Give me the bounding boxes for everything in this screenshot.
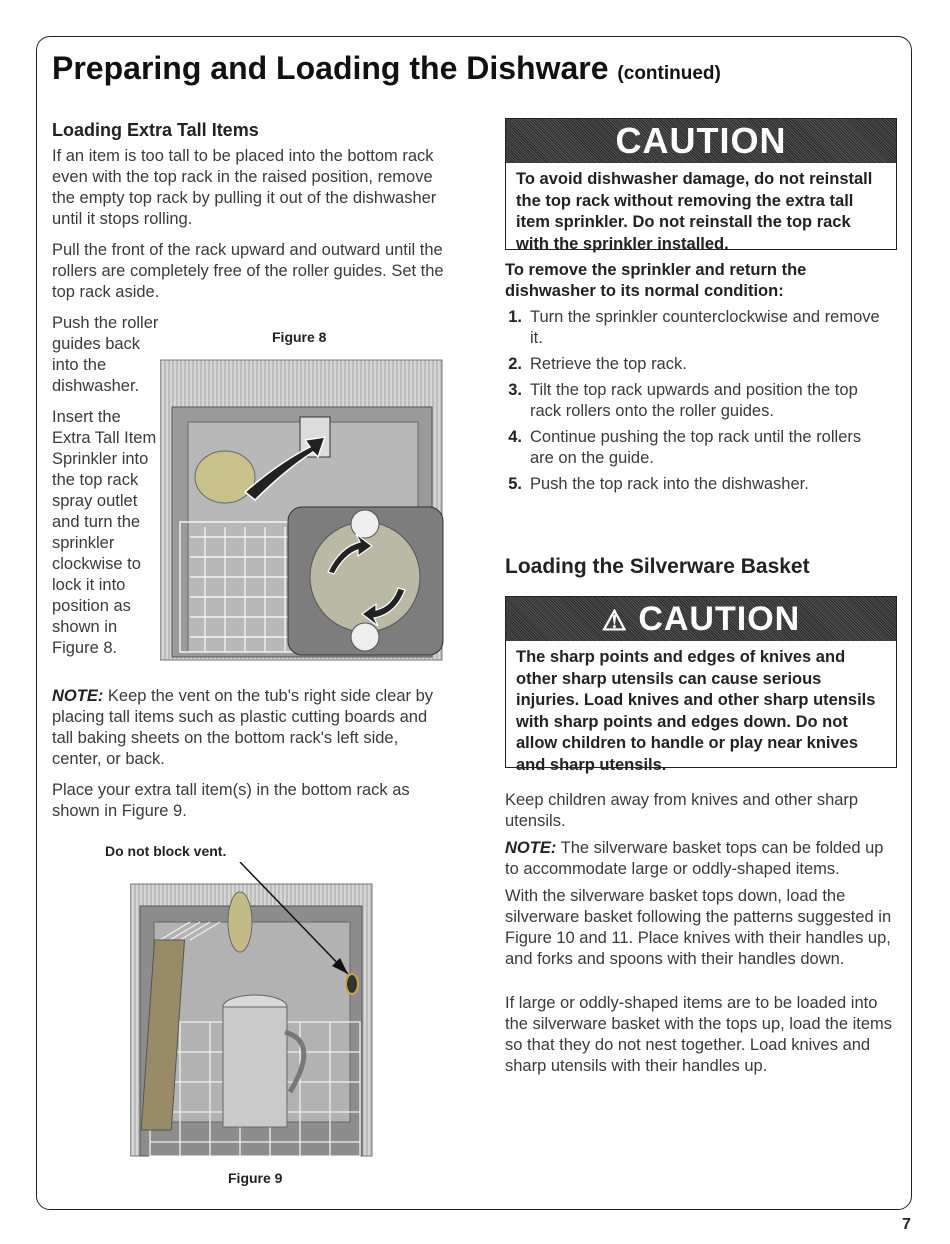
figure9-illustration — [130, 862, 380, 1162]
warning-triangle-icon: ⚠ — [601, 605, 628, 636]
paragraph-note-vent — [52, 686, 452, 770]
note-text: Keep the vent on the tub's right side clear by placing tall items such as plastic cutting boards and tall baking sheets on the bottom rack's left side, center, or back. — [52, 687, 434, 768]
paragraph-remove-top-rack: If an item is too tall to be placed into the bottom rack even with the top rack in the raised position, remove the empty top rack by pulling it out of the dishwasher until it stops rolling. — [52, 147, 437, 228]
caution-banner-sprinkler: CAUTION — [506, 119, 896, 163]
list-item: 4. Continue pushing the top rack until the rollers are on the guide. — [508, 428, 862, 467]
caution-text-sprinkler: To avoid dishwasher damage, do not reinstall the top rack without removing the extra tall item sprinkler. Do not reinstall the top rack with the sprinkler installed. — [516, 170, 873, 253]
paragraph-insert-sprinkler: Insert the Extra Tall Item Sprinkler into the top rack spray outlet and turn the sprinkler clockwise to lock it into position as shown in Figure 8. — [52, 408, 157, 657]
section-heading-extra-tall: Loading Extra Tall Items — [52, 120, 259, 140]
section-heading-silverware: Loading the Silverware Basket — [505, 555, 810, 578]
paragraph-basket-tops-up: If large or oddly-shaped items are to be loaded into the silverware basket with the tops up, load the items so that they do not nest together. Load knives and sharp utensils with their handles up. — [505, 994, 893, 1075]
note-label: NOTE: — [52, 687, 104, 705]
list-item: 2. Retrieve the top rack. — [508, 355, 687, 373]
vent-callout: Do not block vent. — [105, 843, 227, 859]
page-number: 7 — [902, 1216, 911, 1233]
paragraph-pull-rack: Pull the front of the rack upward and outward until the rollers are completely free of the roller guides. Set the top rack aside. — [52, 241, 444, 301]
caution-banner-knives: ⚠ CAUTION — [506, 597, 896, 641]
paragraph-push-roller-guides: Push the roller guides back into the dishwasher. — [52, 314, 159, 395]
figure9-caption: Figure 9 — [228, 1170, 283, 1186]
remove-sprinkler-heading: To remove the sprinkler and return the dishwasher to its normal condition: — [505, 261, 807, 300]
figure8-illustration — [160, 352, 450, 664]
remove-steps-list — [500, 307, 885, 500]
note-label: NOTE: — [505, 839, 557, 857]
caution-text-knives: The sharp points and edges of knives and other sharp utensils can cause serious injuries. Load knives and other sharp utensils with sharp points and edges down. Do not allow children to handle or play near knives and sharp utensils. — [516, 648, 876, 774]
paragraph-note-basket-tops — [505, 838, 895, 880]
list-item: 1. Turn the sprinkler counterclockwise and remove it. — [508, 308, 880, 347]
paragraph-basket-tops-down: With the silverware basket tops down, load the silverware basket following the patterns suggested in Figure 10 and 11. Place knives with their handles up, and forks and spoons with their handles down. — [505, 887, 892, 968]
caution-box-knives — [505, 596, 897, 774]
note-text: The silverware basket tops can be folded up to accommodate large or oddly-shaped items. — [505, 839, 884, 878]
list-item: 5. Push the top rack into the dishwasher. — [508, 475, 809, 493]
page-title: Preparing and Loading the Dishware (continued) — [52, 50, 721, 86]
paragraph-keep-children-away: Keep children away from knives and other sharp utensils. — [505, 791, 859, 830]
caution-box-sprinkler — [505, 118, 897, 253]
figure8-caption: Figure 8 — [272, 329, 327, 345]
paragraph-place-items: Place your extra tall item(s) in the bottom rack as shown in Figure 9. — [52, 781, 410, 820]
list-item: 3. Tilt the top rack upwards and position the top rack rollers onto the roller guides. — [508, 381, 858, 420]
